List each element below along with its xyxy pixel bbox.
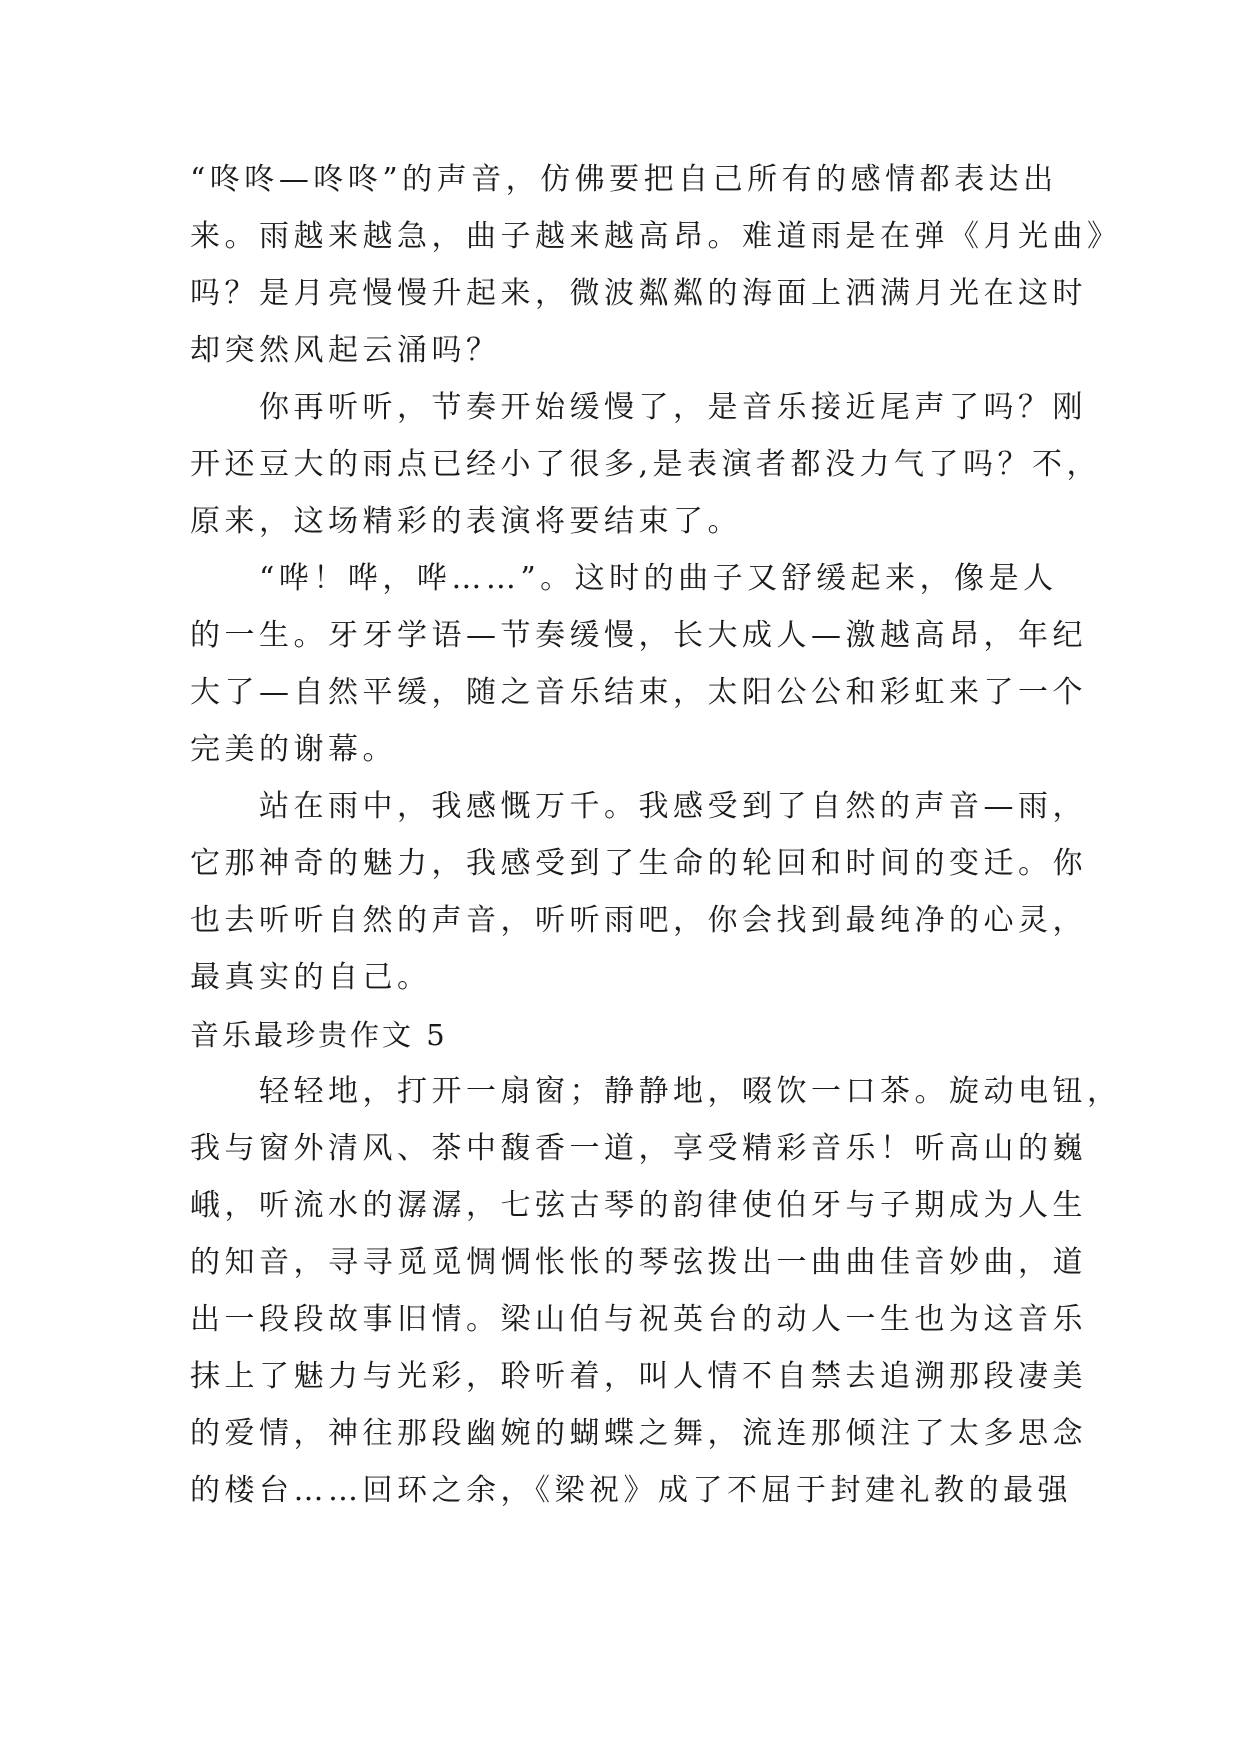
- text-line-9: 的一生。牙牙学语—节奏缓慢，长大成人—激越高昂，年纪: [190, 618, 1087, 653]
- text-line-6: 开还豆大的雨点已经小了很多,是表演者都没力气了吗？不，: [190, 447, 1102, 482]
- text-line-11: 完美的谢幕。: [190, 732, 397, 767]
- text-line-21: 出一段段故事旧情。梁山伯与祝英台的动人一生也为这音乐: [190, 1302, 1087, 1337]
- text-line-23: 的爱情，神往那段幽婉的蝴蝶之舞，流连那倾注了太多思念: [190, 1416, 1087, 1451]
- text-line-19: 峨，听流水的潺潺，七弦古琴的韵律使伯牙与子期成为人生: [190, 1188, 1087, 1223]
- text-line-8: “哗！哗，哗……”。这时的曲子又舒缓起来，像是人: [190, 561, 1058, 596]
- text-line-5: 你再听听，节奏开始缓慢了，是音乐接近尾声了吗？刚: [190, 390, 1087, 425]
- text-line-24: 的楼台……回环之余，《梁祝》成了不屈于封建礼教的最强: [190, 1473, 1072, 1508]
- text-line-7: 原来，这场精彩的表演将要结束了。: [190, 504, 742, 539]
- text-line-22: 抹上了魅力与光彩，聆听着，叫人情不自禁去追溯那段凄美: [190, 1359, 1087, 1394]
- text-line-18: 我与窗外清风、茶中馥香一道，享受精彩音乐！听高山的巍: [190, 1131, 1087, 1166]
- text-line-20: 的知音，寻寻觅觅惆惆怅怅的琴弦拨出一曲曲佳音妙曲，道: [190, 1245, 1087, 1280]
- text-line-4: 却突然风起云涌吗？: [190, 333, 501, 368]
- text-line-10: 大了—自然平缓，随之音乐结束，太阳公公和彩虹来了一个: [190, 675, 1087, 710]
- text-line-17: 轻轻地，打开一扇窗；静静地，啜饮一口茶。旋动电钮，: [190, 1074, 1122, 1109]
- text-line-3: 吗？是月亮慢慢升起来，微波粼粼的海面上洒满月光在这时: [190, 276, 1087, 311]
- text-line-1: “咚咚—咚咚”的声音，仿佛要把自己所有的感情都表达出: [190, 162, 1058, 197]
- text-line-12: 站在雨中，我感慨万千。我感受到了自然的声音—雨，: [190, 789, 1087, 824]
- text-line-2: 来。雨越来越急，曲子越来越高昂。难道雨是在弹《月光曲》: [190, 219, 1122, 254]
- text-line-14: 也去听听自然的声音，听听雨吧，你会找到最纯净的心灵，: [190, 903, 1087, 938]
- text-line-15: 最真实的自己。: [190, 960, 432, 995]
- text-line-13: 它那神奇的魅力，我感受到了生命的轮回和时间的变迁。你: [190, 846, 1087, 881]
- section-heading: 音乐最珍贵作文 5: [190, 1018, 448, 1052]
